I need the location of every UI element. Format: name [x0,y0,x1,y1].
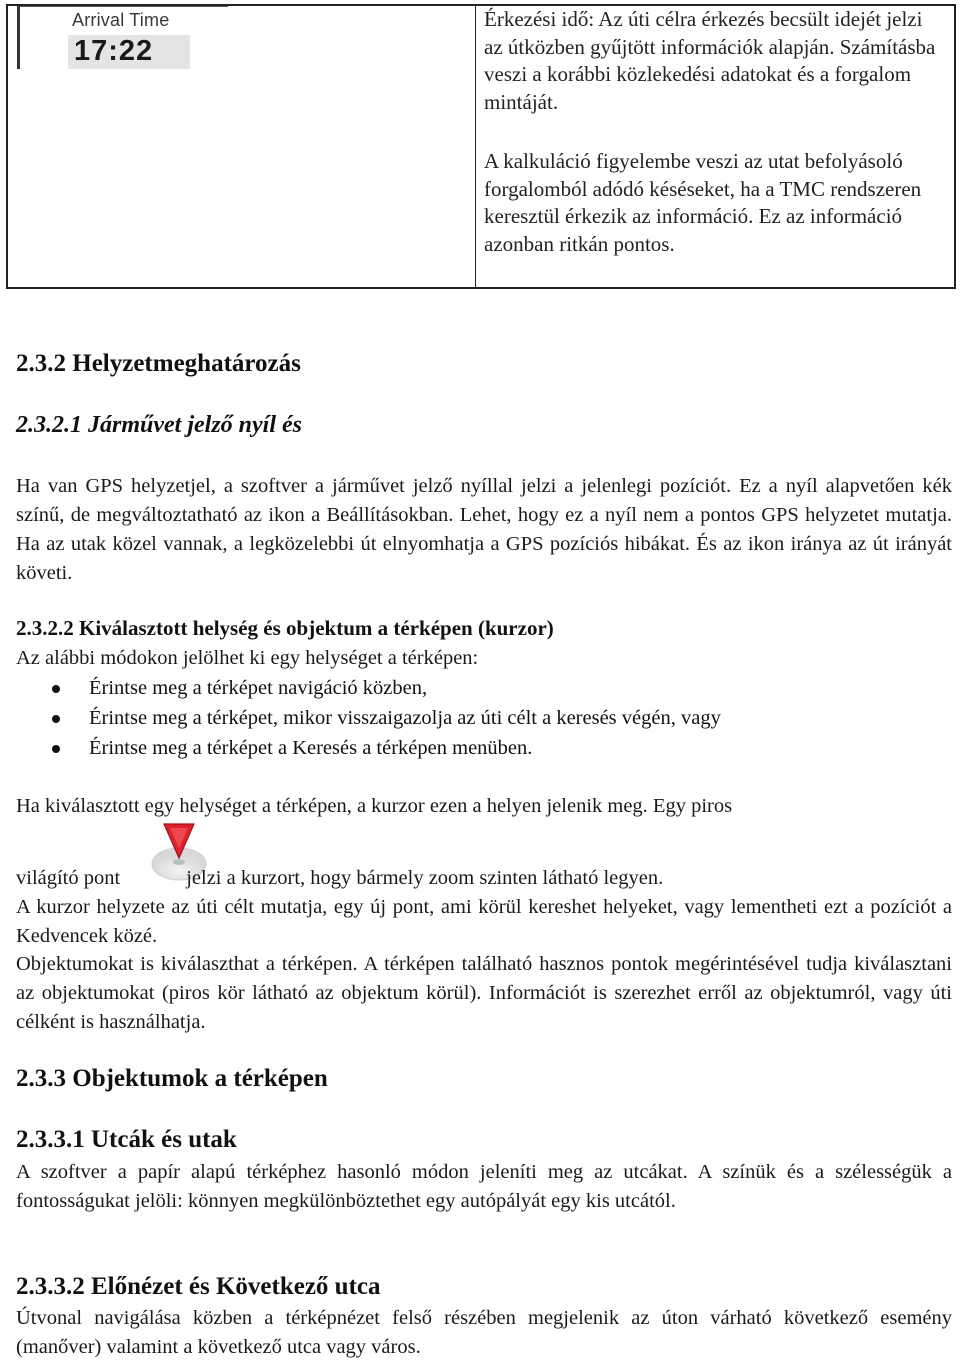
paragraph-2-3-3-1: A szoftver a papír alapú térképhez hasonló módon jeleníti meg az utcákat. A színük és a szélességük a fontosságukat jelöli: könnyen megkülönböztethet egy autópályát egy kis utcától. [16,1161,952,1212]
heading-2-3-2-2: 2.3.2.2 Kiválasztott helység és objektum a térképen (kurzor) [16,616,554,640]
paragraph-cursor-b [16,864,952,893]
paragraph-cursor-a: Ha kiválasztott egy helységet a térképen, a kurzor ezen a helyen jelenik meg. Egy piros [16,795,733,817]
heading-2-3-3-2: 2.3.3.2 Előnézet és Következő utca [16,1273,381,1300]
arrival-time-value: 17:22 [74,35,154,67]
table-paragraph-1: Érkezési idő: Az úti célra érkezés becsült idejét jelzi az útközben gyűjtött információk alapján. Számításba veszi a korábbi közlekedési adatokat és a forgalom mintáját. [484,7,936,114]
paragraph-objects: Objektumokat is kiválaszthat a térképen. A térképen található hasznos pontok megérintésével tudja kiválasztani az objektumokat (piros kör látható az objektum körül). Információt is szerezhet erről az objektumról, vagy úti célként is használhatja. [16,953,952,1033]
bullet-list [16,673,952,763]
paragraph-intro: Az alábbi módokon jelölhet ki egy helységet a térképen: [16,647,479,669]
heading-2-3-2-1: 2.3.2.1 Járművet jelző nyíl és [16,412,302,438]
paragraph-2-3-3-2: Útvonal navigálása közben a térképnézet felső részében megjelenik az úton várható következő esemény (manőver) valamint a következő utca vagy város. [16,1307,952,1358]
list-item [16,733,952,763]
bullet-dot [52,685,60,693]
table-paragraph-2: A kalkuláció figyelembe veszi az utat befolyásoló forgalomból adódó késéseket, ha a TMC rendszeren keresztül érkezik az információ. Ez az információ azonban ritkán pontos. [484,149,922,256]
bullet-text: Érintse meg a térképet navigáció közben, [89,677,428,699]
table-divider [475,6,476,287]
bullet-dot [52,745,60,753]
list-item [16,703,952,733]
arrival-time-widget [17,6,228,69]
bullet-dot [52,715,60,723]
arrival-time-label: Arrival Time [72,10,170,30]
heading-2-3-3-1: 2.3.3.1 Utcák és utak [16,1126,237,1153]
paragraph-2-3-2-1: Ha van GPS helyzetjel, a szoftver a járművet jelző nyíllal jelzi a jelenlegi pozíciót. Ez a nyíl alapvetően kék színű, de megváltoztatható az ikon a Beállításokban. Lehet, hogy ez a nyíl nem a pontos GPS helyzetet mutatja. Ha az utak közel vannak, a legközelebbi út elnyomhatja a GPS pozíciós hibákat. És az ikon iránya az út irányát követi. [16,475,952,584]
paragraph-cursor-c: A kurzor helyzete az úti célt mutatja, egy új pont, ami körül kereshet helyeket, vagy lementheti ezt a pozíciót a Kedvencek közé. [16,896,952,947]
heading-2-3-2: 2.3.2 Helyzetmeghatározás [16,350,301,377]
list-item [16,673,952,703]
paragraph-cursor-b1: világító pont [16,867,121,889]
bullet-text: Érintse meg a térképet a Keresés a térképen menüben. [89,737,533,759]
bullet-text: Érintse meg a térképet, mikor visszaigazolja az úti célt a keresés végén, vagy [89,707,721,729]
heading-2-3-3: 2.3.3 Objektumok a térképen [16,1065,328,1092]
paragraph-cursor-b2: jelzi a kurzort, hogy bármely zoom szinten látható legyen. [186,867,664,889]
